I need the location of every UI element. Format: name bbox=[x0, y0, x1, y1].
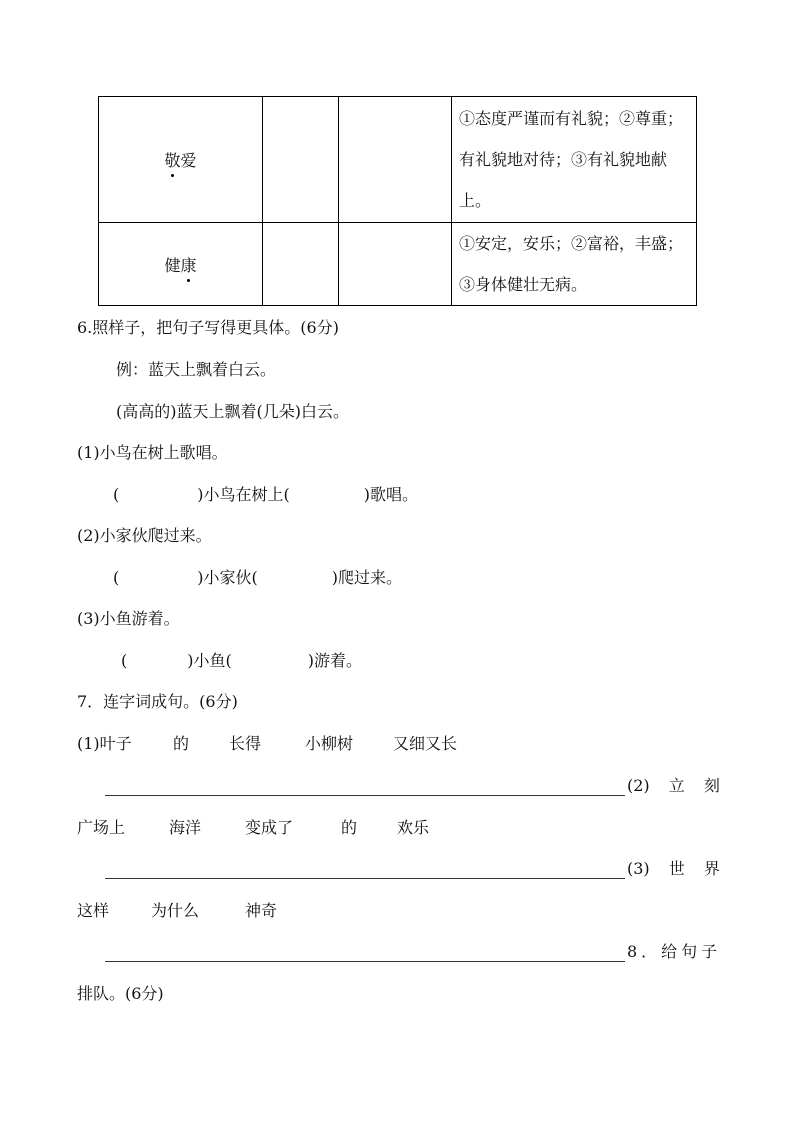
word-token: 小柳树 bbox=[305, 734, 354, 753]
word-token: 的 bbox=[341, 818, 358, 837]
word-token: 海洋 bbox=[169, 818, 202, 837]
q8-title-start: 8．给句子 bbox=[627, 942, 722, 961]
word-token: 为什么 bbox=[151, 901, 200, 920]
q6-item1-answer bbox=[113, 485, 418, 505]
mid-text: )小家伙( bbox=[197, 568, 258, 587]
dotted-character: 敬 bbox=[164, 148, 180, 171]
table-row bbox=[99, 223, 697, 306]
answer-line-1[interactable] bbox=[105, 795, 625, 796]
q6-item3-prompt: (3)小鱼游着。 bbox=[77, 609, 180, 628]
word-text: 爱 bbox=[180, 151, 197, 170]
q6-item2-answer bbox=[113, 568, 402, 588]
word-token: 欢乐 bbox=[397, 818, 430, 837]
end-text: )爬过来。 bbox=[331, 568, 402, 587]
definition-text: ①态度严谨而有礼貌；②尊重；有礼貌地对待；③有礼貌地献上。 bbox=[459, 109, 684, 210]
word-token: 变成了 bbox=[245, 818, 294, 837]
q6-example-answer: (高高的)蓝天上飘着(几朵)白云。 bbox=[116, 402, 349, 421]
q6-item2-prompt: (2)小家伙爬过来。 bbox=[77, 526, 212, 545]
word-token: 又细又长 bbox=[393, 734, 458, 753]
table-row bbox=[99, 97, 697, 223]
word-token: 神奇 bbox=[245, 901, 278, 920]
word-cell bbox=[99, 223, 263, 306]
word-cell bbox=[99, 97, 263, 223]
vocabulary-table bbox=[98, 96, 697, 306]
end-text: )歌唱。 bbox=[363, 485, 418, 504]
q7-item1-words bbox=[77, 734, 457, 754]
word-token: (1)叶子 bbox=[77, 734, 132, 753]
answer-cell-1[interactable] bbox=[263, 97, 339, 223]
open-paren: ( bbox=[121, 651, 128, 670]
q7-item2-words bbox=[77, 818, 429, 838]
definition-text: ①安定，安乐；②富裕，丰盛；③身体健壮无病。 bbox=[459, 234, 684, 294]
q7-title: 7．连字词成句。(6分) bbox=[77, 692, 238, 711]
dotted-character: 康 bbox=[181, 253, 197, 276]
mid-text: )小鱼( bbox=[187, 651, 232, 670]
open-paren: ( bbox=[113, 485, 120, 504]
answer-cell-2[interactable] bbox=[339, 223, 452, 306]
word-token: 广场上 bbox=[77, 818, 126, 837]
q6-title: 6.照样子，把句子写得更具体。(6分) bbox=[77, 318, 339, 337]
q6-item1-prompt: (1)小鸟在树上歌唱。 bbox=[77, 443, 228, 462]
definition-cell bbox=[452, 97, 697, 223]
word-token: 这样 bbox=[77, 901, 110, 920]
end-text: )游着。 bbox=[307, 651, 362, 670]
q6-example-label: 例：蓝天上飘着白云。 bbox=[116, 360, 277, 379]
word-token: 的 bbox=[173, 734, 190, 753]
answer-line-2[interactable] bbox=[105, 878, 625, 879]
word-token: 长得 bbox=[229, 734, 262, 753]
word-text: 健 bbox=[164, 255, 181, 275]
open-paren: ( bbox=[113, 568, 120, 587]
answer-line-3[interactable] bbox=[105, 961, 625, 962]
answer-cell-1[interactable] bbox=[263, 223, 339, 306]
q6-item3-answer bbox=[121, 651, 362, 671]
answer-cell-2[interactable] bbox=[339, 97, 452, 223]
q7-item2-label: (2) 立 刻 bbox=[627, 776, 720, 795]
definition-cell bbox=[452, 223, 697, 306]
q7-item3-label: (3) 世 界 bbox=[627, 859, 720, 878]
q7-item3-words bbox=[77, 901, 277, 921]
mid-text: )小鸟在树上( bbox=[197, 485, 290, 504]
q8-title-end: 排队。(6分) bbox=[77, 984, 164, 1003]
